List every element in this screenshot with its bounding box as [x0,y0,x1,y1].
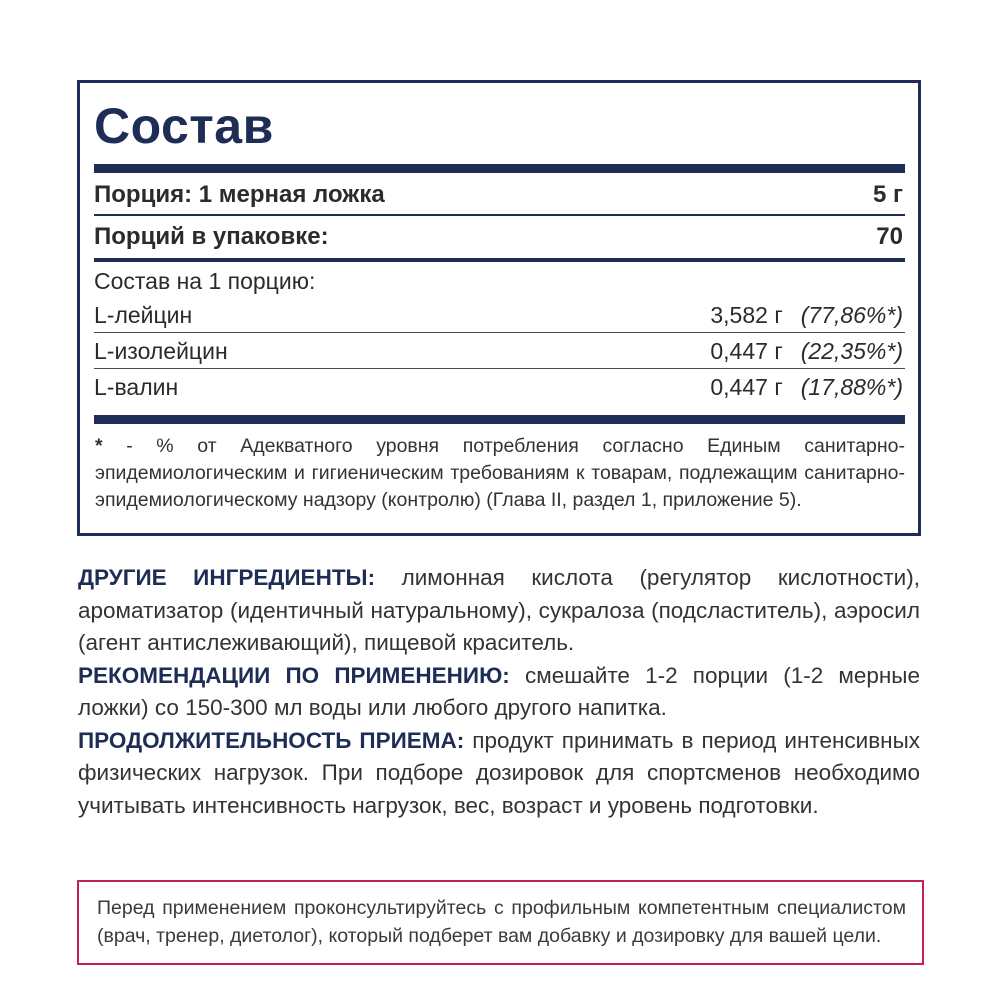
ingredient-row [94,372,903,402]
usage-text: смешайте 1-2 порции (1-2 мерные ложки) со 150-300 мл воды или любого другого напитка. [78,662,920,720]
duration-text: продукт принимать в период интенсивных физических нагрузок. При подборе дозировок для спортсменов необходимо учитывать интенсивность нагрузок, вес, возраст и уровень подготовки. [78,727,921,818]
per-serving-row [94,266,903,296]
footnote-mark: * [95,435,103,457]
serving-divider [94,214,905,216]
duration-paragraph [78,725,920,823]
consultation-warning [77,880,924,965]
composition-title: Состав [94,98,274,154]
ingredient-percent: (77,86%*) [800,302,903,328]
ingredient-percent: (22,35%*) [800,338,903,364]
footnote [95,433,905,514]
serving-row [94,180,903,210]
ingredients-heading: ДРУГИЕ ИНГРЕДИЕНТЫ: [78,565,376,590]
ingredient-divider [94,368,905,369]
servings-divider [94,258,905,262]
ingredients-text: лимонная кислота (регулятор кислотности), ароматизатор (идентичный натуральному), сукралоза (подсластитель), аэросил (агент антислеживающий), пищевой краситель. [78,565,920,655]
servings-label: Порций в упаковке: [94,223,329,250]
duration-heading: ПРОДОЛЖИТЕЛЬНОСТЬ ПРИЕМА: [78,727,465,753]
usage-paragraph [78,660,920,725]
table-bottom-divider [94,415,905,424]
product-details [78,562,920,822]
footnote-text: - % от Адекватного уровня потребления согласно Единым санитарно-эпидемиологическим и гигиеническим требованиям к товарам, подлежащим санитарно-эпидемиологическому надзору (контролю) (Глава II, раздел 1, приложение 5). [95,435,905,511]
servings-row [94,222,903,252]
ingredient-divider [94,332,905,333]
ingredient-amount: 0,447 г [710,374,783,400]
ingredient-name: L-лейцин [94,302,193,328]
warning-text: Перед применением проконсультируйтесь с профильным компетентным специалистом (врач, тренер, диетолог), который подберет вам добавку и дозировку для вашей цели. [97,897,906,947]
ingredient-row [94,336,903,366]
ingredient-amount: 0,447 г [710,338,783,364]
ingredient-name: L-изолейцин [94,338,228,364]
per-serving-label: Состав на 1 порцию: [94,268,316,294]
ingredient-percent: (17,88%*) [800,374,903,400]
serving-value: 5 г [872,181,903,208]
ingredient-amount: 3,582 г [710,302,783,328]
usage-heading: РЕКОМЕНДАЦИИ ПО ПРИМЕНЕНИЮ: [78,662,510,688]
serving-label: Порция: 1 мерная ложка [94,181,385,208]
servings-value: 70 [876,223,903,250]
title-divider [94,164,905,173]
ingredient-row [94,300,903,330]
ingredient-name: L-валин [94,374,179,400]
ingredients-paragraph [78,562,920,660]
